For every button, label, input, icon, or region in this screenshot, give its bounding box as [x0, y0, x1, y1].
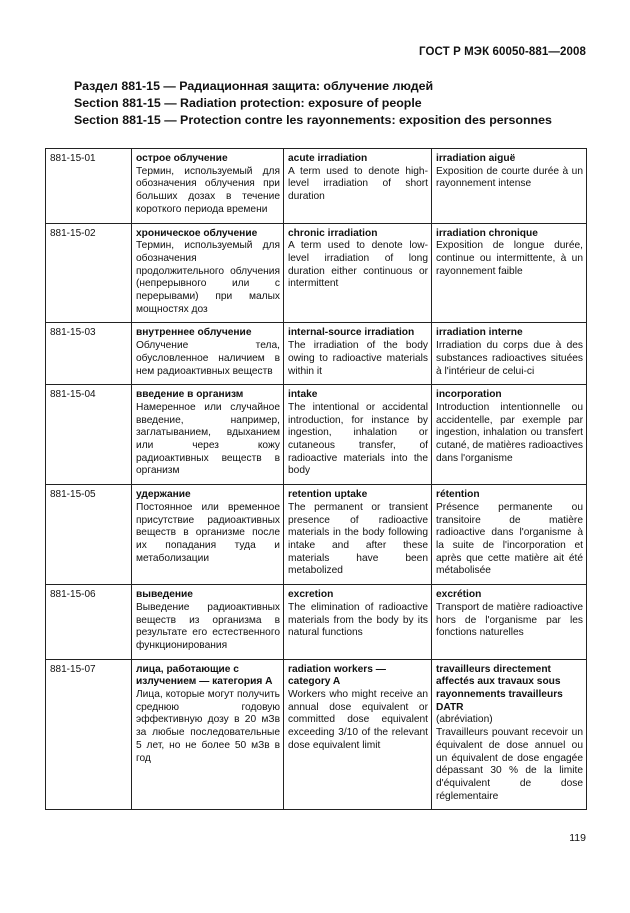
term-number: 881-15-06 — [46, 585, 132, 660]
fr-cell — [432, 223, 587, 323]
fr-cell — [432, 485, 587, 585]
section-title-fr: Section 881-15 — Protection contre les rayonnements: exposition des personnes — [74, 113, 552, 128]
en-term: retention uptake — [288, 489, 368, 501]
fr-term: incorporation — [436, 389, 502, 401]
table-row — [46, 149, 587, 224]
en-cell — [284, 323, 432, 385]
en-definition: A term used to denote high-level irradiation of short duration — [288, 165, 428, 203]
ru-term: хроническое облучение — [136, 227, 258, 239]
ru-cell — [132, 585, 284, 660]
fr-term: travailleurs directement affectés aux travaux sous rayonnements travailleurs DATR — [436, 663, 563, 713]
fr-term: irradiation interne — [436, 327, 523, 339]
fr-definition: Exposition de longue durée, continue ou intermittente, à un rayonnement faible — [436, 240, 583, 277]
en-term: radiation workers — category A — [288, 663, 386, 688]
ru-definition: Намеренное или случайное введение, например, заглатыванием, вдыханием или через кожу радиоактивных веществ в организм — [136, 401, 280, 477]
table-row — [46, 585, 587, 660]
en-definition: The permanent or transient presence of radioactive materials in the body following intake and after these materials have been metabolized — [288, 501, 428, 577]
term-number: 881-15-01 — [46, 149, 132, 224]
term-number: 881-15-07 — [46, 659, 132, 810]
en-term: acute irradiation — [288, 153, 368, 164]
fr-term: irradiation chronique — [436, 227, 538, 239]
ru-term: лица, работающие с излучением — категория А — [136, 663, 273, 688]
term-number: 881-15-03 — [46, 323, 132, 385]
fr-term: irradiation aiguë — [436, 153, 516, 164]
fr-cell — [432, 585, 587, 660]
section-titles — [74, 78, 600, 130]
ru-definition: Постоянное или временное присутствие радиоактивных веществ в организме после их попадания туда и метаболизации — [136, 501, 280, 564]
ru-term: удержание — [136, 489, 191, 501]
table-row — [46, 385, 587, 485]
standard-header: ГОСТ Р МЭК 60050-881—2008 — [419, 46, 586, 58]
fr-term-note: (abréviation) — [436, 714, 493, 726]
page-number: 119 — [569, 832, 586, 844]
en-definition: Workers who might receive an annual dose equivalent or committed dose equivalent exceeding 3/10 of the relevant dose equivalent limit — [288, 689, 428, 751]
ru-cell — [132, 659, 284, 810]
fr-cell — [432, 323, 587, 385]
term-number: 881-15-02 — [46, 223, 132, 323]
fr-cell — [432, 659, 587, 810]
fr-cell — [432, 149, 587, 224]
fr-term: excrétion — [436, 589, 482, 601]
terms-table — [45, 148, 587, 810]
en-cell — [284, 485, 432, 585]
en-definition: The elimination of radioactive materials from the body by its natural functions — [288, 601, 428, 639]
ru-cell — [132, 485, 284, 585]
en-cell — [284, 385, 432, 485]
table-row — [46, 659, 587, 810]
fr-definition: Irradiation du corps due à des substances radioactives situées à l'intérieur de celui-ci — [436, 340, 583, 377]
ru-cell — [132, 223, 284, 323]
fr-definition: Présence permanente ou transitoire de matière radioactive dans l'organisme à la suite de l'incorporation et après que cette matière ait été métabolisée — [436, 501, 583, 577]
ru-definition: Лица, которые могут получить среднюю годовую эффективную дозу в 20 мЗв за любые последовательные 5 лет, но не более 50 мЗв в год — [136, 689, 280, 764]
en-definition: The irradiation of the body owing to radioactive materials within it — [288, 340, 428, 377]
fr-cell — [432, 385, 587, 485]
en-term: chronic irradiation — [288, 227, 378, 239]
table-row — [46, 323, 587, 385]
ru-definition: Выведение радиоактивных веществ из организма в результате его естественного функционирования — [136, 601, 280, 651]
en-term: internal-source irradiation — [288, 327, 415, 339]
en-cell — [284, 149, 432, 224]
ru-definition: Термин, используемый для обозначения облучения при больших дозах в течение короткого периода времени — [136, 165, 280, 215]
term-number: 881-15-05 — [46, 485, 132, 585]
section-title-ru: Раздел 881-15 — Радиационная защита: облучение людей — [74, 79, 434, 93]
table-row — [46, 223, 587, 323]
en-cell — [284, 659, 432, 810]
fr-term: rétention — [436, 489, 480, 501]
fr-definition: Exposition de courte durée à un rayonnement intense — [436, 165, 583, 190]
en-term: excretion — [288, 589, 334, 601]
section-title-en: Section 881-15 — Radiation protection: exposure of people — [74, 96, 422, 111]
en-definition: The intentional or accidental introduction, for instance by ingestion, inhalation or cutaneous transfer, of radioactive materials into the body — [288, 401, 428, 477]
ru-cell — [132, 385, 284, 485]
term-number: 881-15-04 — [46, 385, 132, 485]
fr-definition: Travailleurs pouvant recevoir un équivalent de dose annuel ou un équivalent de dose engagée dépassant 30 % de la limite d'équivalent de dose réglementaire — [436, 727, 583, 802]
table-row — [46, 485, 587, 585]
en-cell — [284, 223, 432, 323]
fr-definition: Introduction intentionnelle ou accidentelle, par exemple par ingestion, inhalation ou transfert cutané, de matières radioactives dans l'organisme — [436, 401, 583, 464]
fr-definition: Transport de matière radioactive hors de l'organisme par les fonctions naturelles — [436, 601, 583, 639]
en-term: intake — [288, 389, 318, 401]
ru-term: внутреннее облучение — [136, 327, 252, 339]
ru-term: введение в организм — [136, 389, 244, 401]
ru-term: выведение — [136, 589, 193, 601]
en-cell — [284, 585, 432, 660]
ru-definition: Облучение тела, обусловленное наличием в нем радиоактивных веществ — [136, 340, 280, 377]
ru-definition: Термин, используемый для обозначения продолжительного облучения (непрерывного или с перерывами) при малых мощностях доз — [136, 240, 280, 315]
en-definition: A term used to denote low-level irradiation of long duration either continuous or intermittent — [288, 240, 428, 290]
ru-term: острое облучение — [136, 153, 228, 164]
ru-cell — [132, 149, 284, 224]
ru-cell — [132, 323, 284, 385]
